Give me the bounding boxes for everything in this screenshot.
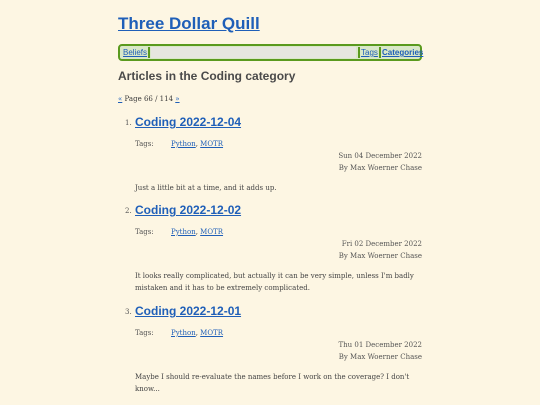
article-date: Sun 04 December 2022: [338, 152, 422, 160]
tag-link-motr[interactable]: MOTR: [200, 140, 224, 148]
nav-categories-link[interactable]: Categories: [382, 48, 424, 57]
nav-tags-link[interactable]: Tags: [361, 48, 378, 57]
pagination: [118, 95, 180, 103]
article-title-link[interactable]: Coding 2022-12-04: [135, 115, 242, 129]
article-summary: Maybe I should re-evaluate the names before I work on the coverage? I don't know...: [135, 373, 410, 393]
article-summary: Just a little bit at a time, and it adds up.: [135, 184, 277, 192]
nav-beliefs-link[interactable]: Beliefs: [123, 48, 148, 57]
nav-divider: [148, 47, 150, 58]
tag-link-python[interactable]: Python: [171, 140, 196, 148]
search-input[interactable]: [151, 47, 356, 58]
article-author: By Max Woerner Chase: [338, 164, 422, 172]
tag-link-python[interactable]: Python: [171, 228, 196, 236]
prev-page-link[interactable]: «: [118, 95, 123, 103]
nav-divider: [358, 47, 360, 58]
tag-link-motr[interactable]: MOTR: [200, 329, 224, 337]
article-date: Thu 01 December 2022: [338, 341, 422, 349]
next-page-link[interactable]: »: [175, 95, 180, 103]
nav-bar: [118, 44, 422, 61]
page-indicator: Page 66 / 114: [124, 95, 174, 103]
article-summary: It looks really complicated, but actually it can be very simple, unless I'm badly mistaken and it has to be extremely complicated.: [135, 272, 414, 292]
article-author: By Max Woerner Chase: [338, 353, 422, 361]
article-title-link[interactable]: Coding 2022-12-02: [135, 203, 242, 217]
tags-list: Python, MOTR: [171, 140, 224, 148]
category-heading: Articles in the Coding category: [118, 69, 296, 83]
tags-list: Python, MOTR: [171, 329, 224, 337]
tags-label: Tags:: [135, 140, 154, 148]
tags-label: Tags:: [135, 329, 154, 337]
tag-link-python[interactable]: Python: [171, 329, 196, 337]
article-title-link[interactable]: Coding 2022-12-01: [135, 304, 242, 318]
article-number: 3.: [125, 308, 132, 316]
tag-link-motr[interactable]: MOTR: [200, 228, 224, 236]
article-number: 2.: [125, 207, 132, 215]
tags-label: Tags:: [135, 228, 154, 236]
nav-divider: [379, 47, 381, 58]
article-author: By Max Woerner Chase: [338, 252, 422, 260]
tags-list: Python, MOTR: [171, 228, 224, 236]
article-number: 1.: [125, 119, 132, 127]
site-title-link[interactable]: Three Dollar Quill: [118, 14, 260, 33]
article-date: Fri 02 December 2022: [341, 240, 422, 248]
